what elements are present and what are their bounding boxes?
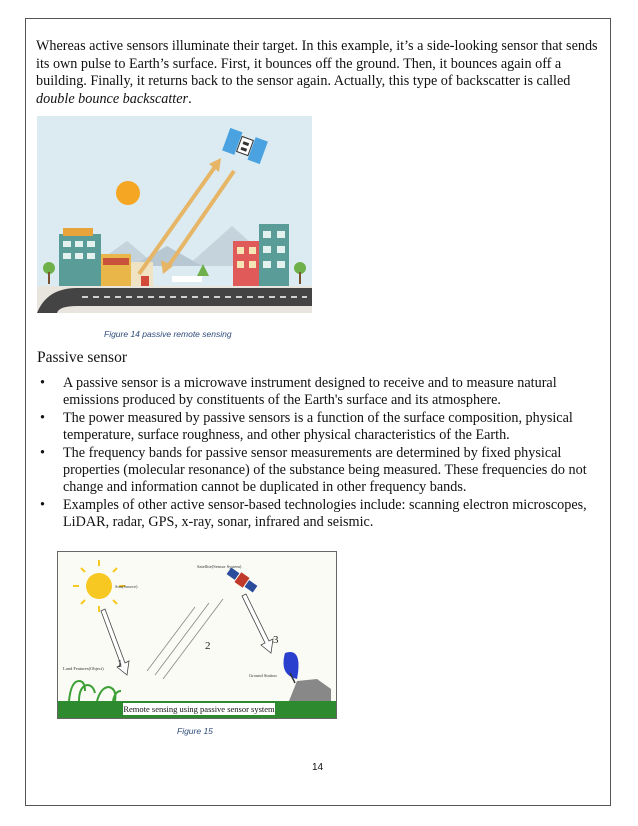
sun-label: Sun(Source) xyxy=(115,584,138,589)
figure-15-caption: Figure 15 xyxy=(177,726,213,736)
land-label: Land Features(Object) xyxy=(63,666,104,671)
satellite-label: Satellite(Sensor System) xyxy=(197,564,242,569)
section-heading: Passive sensor xyxy=(37,349,127,366)
ground-station-label: Ground Station xyxy=(249,673,277,678)
bullet-list xyxy=(36,375,608,532)
double-bounce-term: double bounce backscatter xyxy=(36,90,189,107)
list-item: • The frequency bands for passive sensor measurements are determined by fixed physical properties (molecular resonance) of the substance being measured. These frequencies do not change and information cannot be duplicated in other frequency bands. xyxy=(40,444,587,496)
figure-14-caption: Figure 14 passive remote sensing xyxy=(104,329,232,339)
intro-paragraph: Whereas active sensors illuminate their target. In this example, it’s a side-looking sensor that sends its own pulse to Earth’s surface. First, it bounces off the ground. Then, it bounces again off a building. Finally, it returns back to the sensor again. Actually, this type of backscatter is called double bounce backscatter. xyxy=(36,38,598,107)
figure-15-banner: Remote sensing using passive sensor system xyxy=(123,704,275,714)
list-item: • Examples of other active sensor-based technologies include: scanning electron microscopes, LiDAR, radar, GPS, x-ray, sonar, infrared and seismic. xyxy=(40,496,587,531)
bullet-icon: • xyxy=(40,409,45,426)
bullet-icon: • xyxy=(40,496,45,513)
page-number: 14 xyxy=(312,762,324,773)
arrow-1-label: 1 xyxy=(117,658,123,670)
list-item: • A passive sensor is a microwave instrument designed to receive and to measure natural emissions produced by constituents of the Earth's surface and its atmosphere. xyxy=(40,375,557,409)
figure-14-illustration xyxy=(37,116,312,313)
arrow-3-label: 3 xyxy=(273,634,279,646)
figure-15-illustration xyxy=(57,551,337,719)
bullet-icon: • xyxy=(40,444,45,461)
arrow-2-label: 2 xyxy=(205,640,211,652)
list-item: • The power measured by passive sensors is a function of the surface composition, physical temperature, surface roughness, and other physical characteristics of the Earth. xyxy=(40,409,573,444)
bullet-icon: • xyxy=(40,375,45,391)
